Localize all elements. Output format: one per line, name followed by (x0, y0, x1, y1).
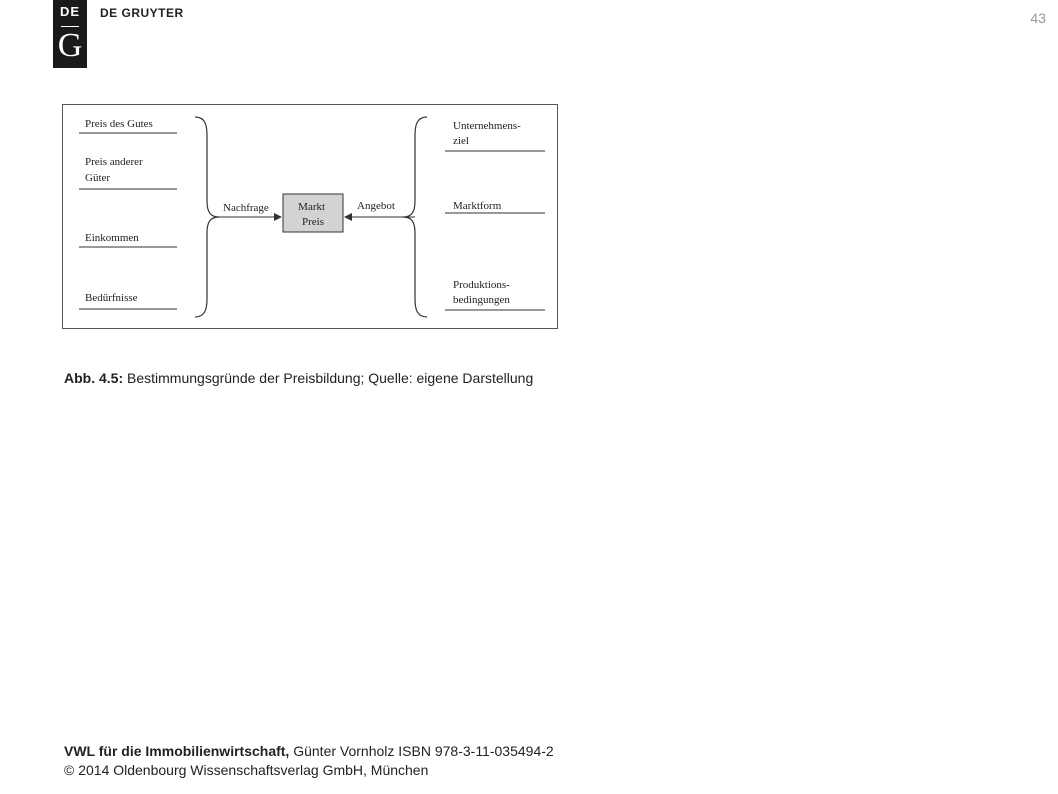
page-footer (64, 742, 554, 780)
de-gruyter-logo (53, 0, 87, 68)
publisher-name: DE GRUYTER (100, 6, 184, 20)
caption-text: Bestimmungsgründe der Preisbildung; Quelle: eigene Darstellung (127, 370, 534, 386)
left-curly-brace (195, 117, 219, 317)
left-item-beduerfnisse: Bedürfnisse (85, 292, 138, 304)
footer-book-title: VWL für die Immobilienwirtschaft, (64, 743, 290, 759)
left-item-einkommen: Einkommen (85, 232, 139, 244)
diagram-svg (63, 105, 559, 330)
logo-de-text: DE (59, 4, 81, 19)
logo-g-text: G (57, 27, 83, 64)
nachfrage-label: Nachfrage (223, 202, 269, 214)
footer-citation-line (64, 742, 554, 761)
footer-copyright: © 2014 Oldenbourg Wissenschaftsverlag GmbH, München (64, 762, 429, 778)
markt-preis-label: Markt Preis (298, 201, 326, 228)
angebot-label: Angebot (357, 200, 395, 212)
left-item-preis-des-gutes: Preis des Gutes (85, 118, 153, 130)
price-determinants-diagram (62, 104, 558, 329)
left-item-preis-anderer-gueter: Preis anderer Güter (85, 156, 143, 184)
caption-label: Abb. 4.5: (64, 370, 124, 386)
figure-caption (64, 370, 533, 386)
footer-book-info: Günter Vornholz ISBN 978-3-11-035494-2 (293, 743, 554, 759)
right-item-produktionsbedingungen: Produktions- bedingungen (453, 279, 510, 306)
page-number: 43 (1030, 10, 1046, 26)
right-item-marktform: Marktform (453, 200, 502, 212)
right-item-unternehmensziel: Unternehmens- ziel (453, 120, 521, 147)
